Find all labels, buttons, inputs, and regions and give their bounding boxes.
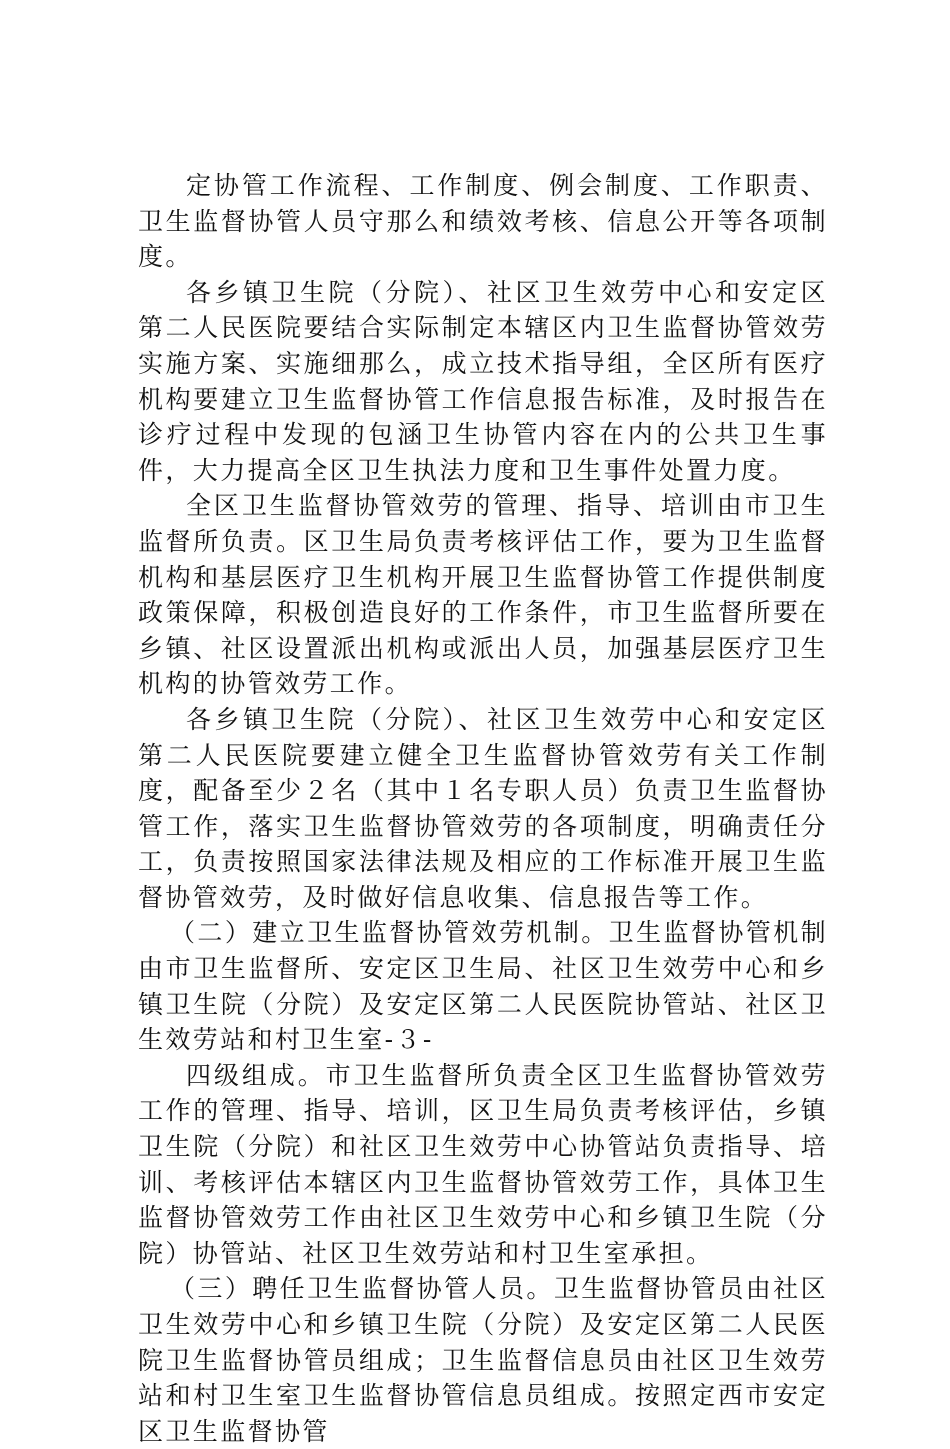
paragraph-continuation: 定协管工作流程、工作制度、例会制度、工作职责、卫生监督协管人员守那么和绩效考核、信息公开等各项制度。 (138, 171, 828, 272)
paragraph-township-implementation: 各乡镇卫生院（分院）、社区卫生效劳中心和安定区第二人民医院要结合实际制定本辖区内卫生监督协管效劳实施方案、实施细那么，成立技术指导组，全区所有医疗机构要建立卫生监督协管工作信息报告标准，及时报告在诊疗过程中发现的包涵卫生协管内容在内的公共卫生事件，大力提高全区卫生执法力度和卫生事件处置力度。 (138, 277, 828, 485)
paragraph-four-level-structure: 四级组成。市卫生监督所负责全区卫生监督协管效劳工作的管理、指导、培训，区卫生局负责考核评估，乡镇卫生院（分院）和社区卫生效劳中心协管站负责指导、培训、考核评估本辖区内卫生监督协管效劳工作，具体卫生监督协管效劳工作由社区卫生效劳中心和乡镇卫生院（分院）协管站、社区卫生效劳站和村卫生室承担。 (138, 1060, 828, 1268)
paragraph-section-three-personnel: （三）聘任卫生监督协管人员。卫生监督协管员由社区卫生效劳中心和乡镇卫生院（分院）及安定区第二人民医院卫生监督协管员组成；卫生监督信息员由社区卫生效劳站和村卫生室卫生监督协管信息员组成。按照定西市安定区卫生监督协管 (138, 1274, 828, 1446)
paragraph-management-training: 全区卫生监督协管效劳的管理、指导、培训由市卫生监督所负责。区卫生局负责考核评估工作，要为卫生监督机构和基层医疗卫生机构开展卫生监督协管工作提供制度政策保障，积极创造良好的工作条件，市卫生监督所要在乡镇、社区设置派出机构或派出人员，加强基层医疗卫生机构的协管效劳工作。 (138, 491, 828, 699)
paragraph-staffing-system: 各乡镇卫生院（分院）、社区卫生效劳中心和安定区第二人民医院要建立健全卫生监督协管效劳有关工作制度，配备至少２名（其中１名专职人员）负责卫生监督协管工作，落实卫生监督协管效劳的各项制度，明确责任分工，负责按照国家法律法规及相应的工作标准开展卫生监督协管效劳，及时做好信息收集、信息报告等工作。 (138, 704, 828, 912)
document-body (138, 168, 828, 1449)
paragraph-section-two-mechanism: （二）建立卫生监督协管效劳机制。卫生监督协管机制由市卫生监督所、安定区卫生局、社区卫生效劳中心和乡镇卫生院（分院）及安定区第二人民医院协管站、社区卫生效劳站和村卫生室-３- (138, 918, 828, 1055)
